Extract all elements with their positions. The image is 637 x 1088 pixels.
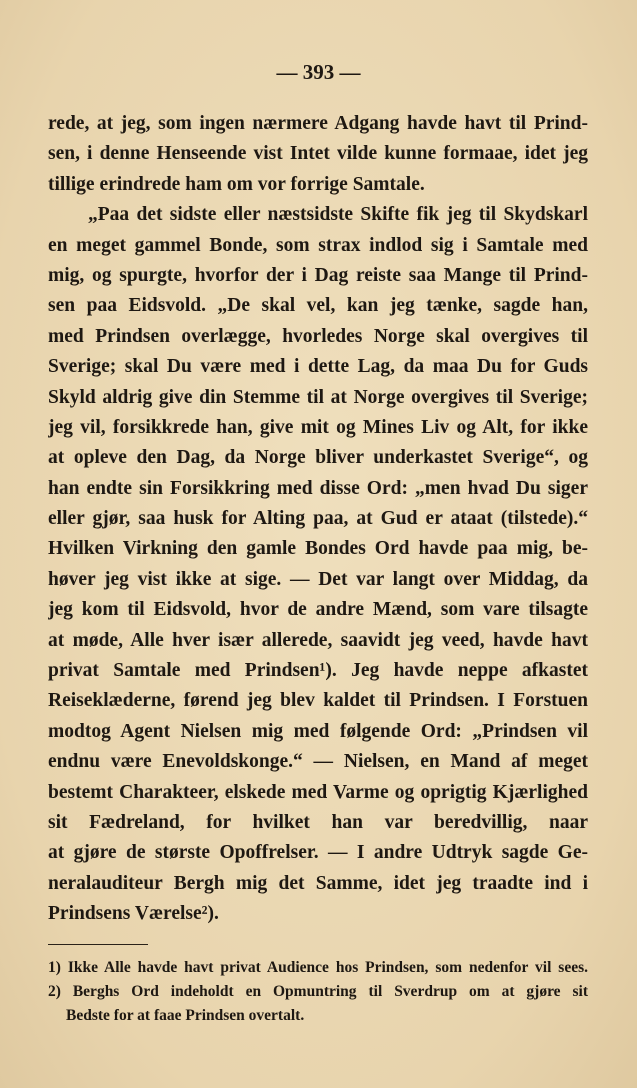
text-line: Hvilken Virkning den gamle Bondes Ord havde paa mig, be-: [48, 538, 588, 560]
text-line: jeg vil, forsikkrede han, give mit og Mines Liv og Alt, for ikke: [48, 416, 588, 438]
text-line: han endte sin Forsikkring med disse Ord: „men hvad Du siger: [48, 477, 588, 499]
text-line: tillige erindrede ham om vor forrige Samtale.: [48, 173, 425, 195]
footnotes: [48, 956, 588, 1028]
text-line: endnu være Enevoldskonge.“ — Nielsen, en Mand af meget: [48, 751, 588, 773]
text-line: eller gjør, saa husk for Alting paa, at Gud er ataat (tilstede).“: [48, 508, 588, 530]
text-line: privat Samtale med Prindsen¹). Jeg havde neppe afkastet: [48, 660, 588, 682]
text-line: neralauditeur Bergh mig det Samme, idet jeg traadte ind i: [48, 872, 588, 894]
text-line: modtog Agent Nielsen mig med følgende Ord: „Prindsen vil: [48, 720, 588, 742]
text-line: Sverige; skal Du være med i dette Lag, da maa Du for Guds: [48, 356, 588, 378]
text-line: rede, at jeg, som ingen nærmere Adgang havde havt til Prind-: [48, 113, 588, 134]
text-line: med Prindsen overlægge, hvorledes Norge skal overgives til: [48, 325, 588, 347]
text-line: en meget gammel Bonde, som strax indlod sig i Samtale med: [48, 234, 588, 256]
text-line: Skyld aldrig give din Stemme til at Norge overgives til Sverige;: [48, 386, 588, 408]
footnote-line: 2) Berghs Ord indeholdt en Opmuntring til Sverdrup om at gjøre sit: [48, 983, 588, 1000]
text-line: „Paa det sidste eller næstsidste Skifte fik jeg til Skydskarl: [88, 204, 588, 226]
text-line: sen, i denne Henseende vist Intet vilde kunne formaae, idet jeg: [48, 143, 588, 165]
body-text: [48, 109, 588, 930]
footnote-divider: [48, 944, 148, 945]
text-line: bestemt Charakteer, elskede med Varme og oprigtig Kjærlighed: [48, 781, 588, 803]
text-line: mig, og spurgte, hvorfor der i Dag reiste saa Mange til Prind-: [48, 264, 588, 286]
text-line: at gjøre de største Opoffrelser. — I andre Udtryk sagde Ge-: [48, 842, 588, 864]
text-line: at opleve den Dag, da Norge bliver underkastet Sverige“, og: [48, 447, 588, 469]
text-line: Reiseklæderne, førend jeg blev kaldet til Prindsen. I Forstuen: [48, 690, 588, 712]
text-line: høver jeg vist ikke at sige. — Det var langt over Middag, da: [48, 568, 588, 590]
text-line: Prindsens Værelse²).: [48, 903, 219, 925]
page-number: — 393 —: [276, 60, 361, 84]
text-line: sen paa Eidsvold. „De skal vel, kan jeg tænke, sagde han,: [48, 295, 588, 317]
text-line: at møde, Alle hver især allerede, saavidt jeg veed, havde havt: [48, 629, 588, 651]
text-line: sit Fædreland, for hvilket han var beredvillig, naar: [48, 811, 588, 833]
footnote-line: 1) Ikke Alle havde havt privat Audience hos Prindsen, som nedenfor vil sees.: [48, 959, 588, 976]
footnote-line: Bedste for at faae Prindsen overtalt.: [66, 1007, 305, 1024]
text-line: jeg kom til Eidsvold, hvor de andre Mænd, som vare tilsagte: [48, 599, 588, 621]
